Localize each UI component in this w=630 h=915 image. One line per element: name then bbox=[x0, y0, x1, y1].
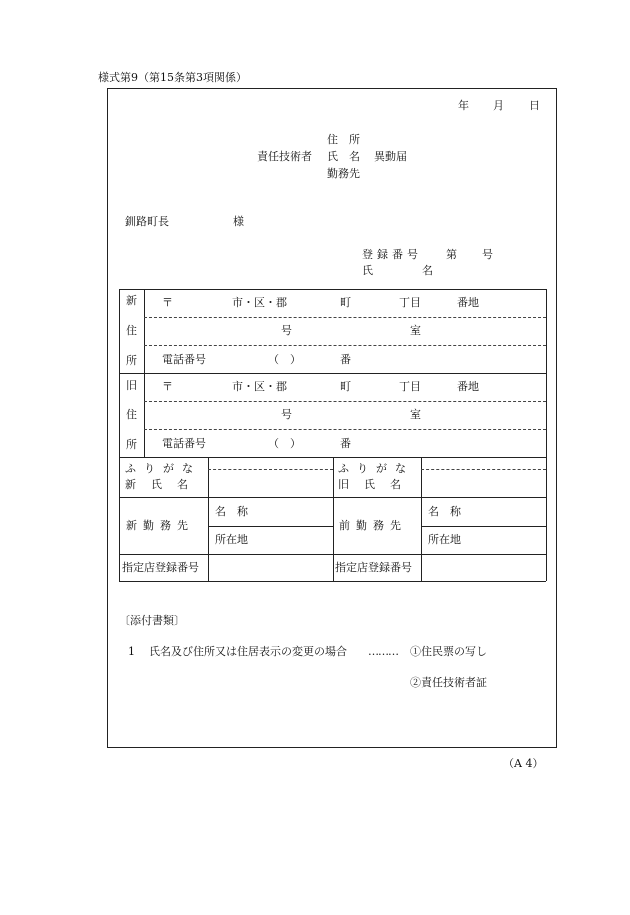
new-address-line-2 bbox=[144, 345, 546, 346]
old-label-2: 住 bbox=[126, 408, 137, 421]
right-label-divider bbox=[421, 457, 422, 581]
old-room: 室 bbox=[410, 408, 421, 421]
old-label-1: 旧 bbox=[126, 379, 137, 392]
old-postal-mark: 〒 bbox=[162, 380, 173, 393]
form-number: 様式第9（第15条第3項関係） bbox=[98, 71, 247, 84]
new-name-label: 新氏名 bbox=[125, 478, 203, 491]
old-name-label: 旧氏名 bbox=[338, 478, 416, 491]
registration-number-label: 登録番号 bbox=[362, 248, 422, 261]
title-prefix: 責任技術者 bbox=[257, 150, 312, 163]
old-city: 市・区・郡 bbox=[232, 380, 287, 393]
new-city: 市・区・郡 bbox=[232, 296, 287, 309]
new-furigana-line bbox=[208, 469, 333, 470]
old-tel-ban: 番 bbox=[340, 437, 351, 450]
prev-work-label: 前勤務先 bbox=[339, 519, 407, 532]
new-work-label: 新勤務先 bbox=[126, 519, 194, 532]
old-furigana-label: ふりがな bbox=[338, 462, 414, 475]
registrant-name-label: 氏 bbox=[362, 264, 373, 277]
new-work-meisho: 名 称 bbox=[215, 505, 248, 518]
prev-work-meisho: 名 称 bbox=[428, 505, 461, 518]
new-go: 号 bbox=[281, 324, 292, 337]
title-name: 氏 名 bbox=[327, 150, 360, 163]
new-tel-ban: 番 bbox=[340, 353, 351, 366]
old-town: 町 bbox=[340, 380, 351, 393]
registration-dai: 第 bbox=[446, 248, 457, 261]
date-day: 日 bbox=[529, 99, 540, 112]
registrant-name-label2: 名 bbox=[422, 264, 433, 277]
old-address-line-1 bbox=[144, 401, 546, 402]
attachments-heading: 〔添付書類〕 bbox=[119, 614, 185, 627]
attachment-item-number: 1 bbox=[128, 645, 135, 658]
date-year: 年 bbox=[458, 99, 469, 112]
prev-work-shozaichi: 所在地 bbox=[428, 533, 461, 546]
table-right-border bbox=[546, 289, 547, 581]
table-bottom-border bbox=[119, 581, 546, 582]
prev-store-reg-label: 指定店登録番号 bbox=[335, 561, 412, 574]
name-section-bottom bbox=[119, 497, 546, 498]
addressee-name: 釧路町長 bbox=[125, 215, 169, 228]
new-chome: 丁目 bbox=[399, 296, 421, 309]
work-section-bottom bbox=[119, 554, 546, 555]
old-address-line-2 bbox=[144, 429, 546, 430]
table-left-border bbox=[119, 289, 120, 581]
new-banchi: 番地 bbox=[457, 296, 479, 309]
new-furigana-label: ふりがな bbox=[125, 462, 201, 475]
new-label-3: 所 bbox=[126, 354, 137, 367]
attachment-dots: ……… bbox=[368, 645, 398, 658]
title-workplace: 勤務先 bbox=[327, 167, 360, 180]
old-furigana-line bbox=[421, 469, 546, 470]
old-go: 号 bbox=[281, 408, 292, 421]
new-town: 町 bbox=[340, 296, 351, 309]
old-tel-label: 電話番号 bbox=[162, 437, 206, 450]
attachment-item-text: 氏名及び住所又は住居表示の変更の場合 bbox=[149, 645, 347, 658]
old-chome: 丁目 bbox=[399, 380, 421, 393]
addressee-sama: 様 bbox=[233, 215, 244, 228]
new-label-2: 住 bbox=[126, 324, 137, 337]
table-top-border bbox=[119, 289, 546, 290]
title-address: 住 所 bbox=[327, 133, 360, 146]
old-banchi: 番地 bbox=[457, 380, 479, 393]
center-divider bbox=[333, 457, 334, 581]
left-label-divider bbox=[208, 457, 209, 581]
new-work-shozaichi: 所在地 bbox=[215, 533, 248, 546]
new-label-1: 新 bbox=[126, 294, 137, 307]
attachment-doc-2: ②責任技術者証 bbox=[410, 676, 487, 689]
attachment-doc-1: ①住民票の写し bbox=[410, 645, 487, 658]
new-work-inner-line bbox=[208, 526, 333, 527]
date-month: 月 bbox=[493, 99, 504, 112]
new-tel-label: 電話番号 bbox=[162, 353, 206, 366]
new-store-reg-label: 指定店登録番号 bbox=[122, 561, 199, 574]
new-postal-mark: 〒 bbox=[162, 296, 173, 309]
prev-work-inner-line bbox=[421, 526, 546, 527]
new-address-line-1 bbox=[144, 317, 546, 318]
title-suffix: 異動届 bbox=[374, 150, 407, 163]
new-room: 室 bbox=[410, 324, 421, 337]
new-old-divider bbox=[119, 373, 546, 374]
old-tel-paren: （ ） bbox=[268, 437, 301, 450]
new-tel-paren: （ ） bbox=[268, 353, 301, 366]
old-label-3: 所 bbox=[126, 438, 137, 451]
registration-go: 号 bbox=[482, 248, 493, 261]
page-size-label: （A 4） bbox=[503, 757, 544, 770]
